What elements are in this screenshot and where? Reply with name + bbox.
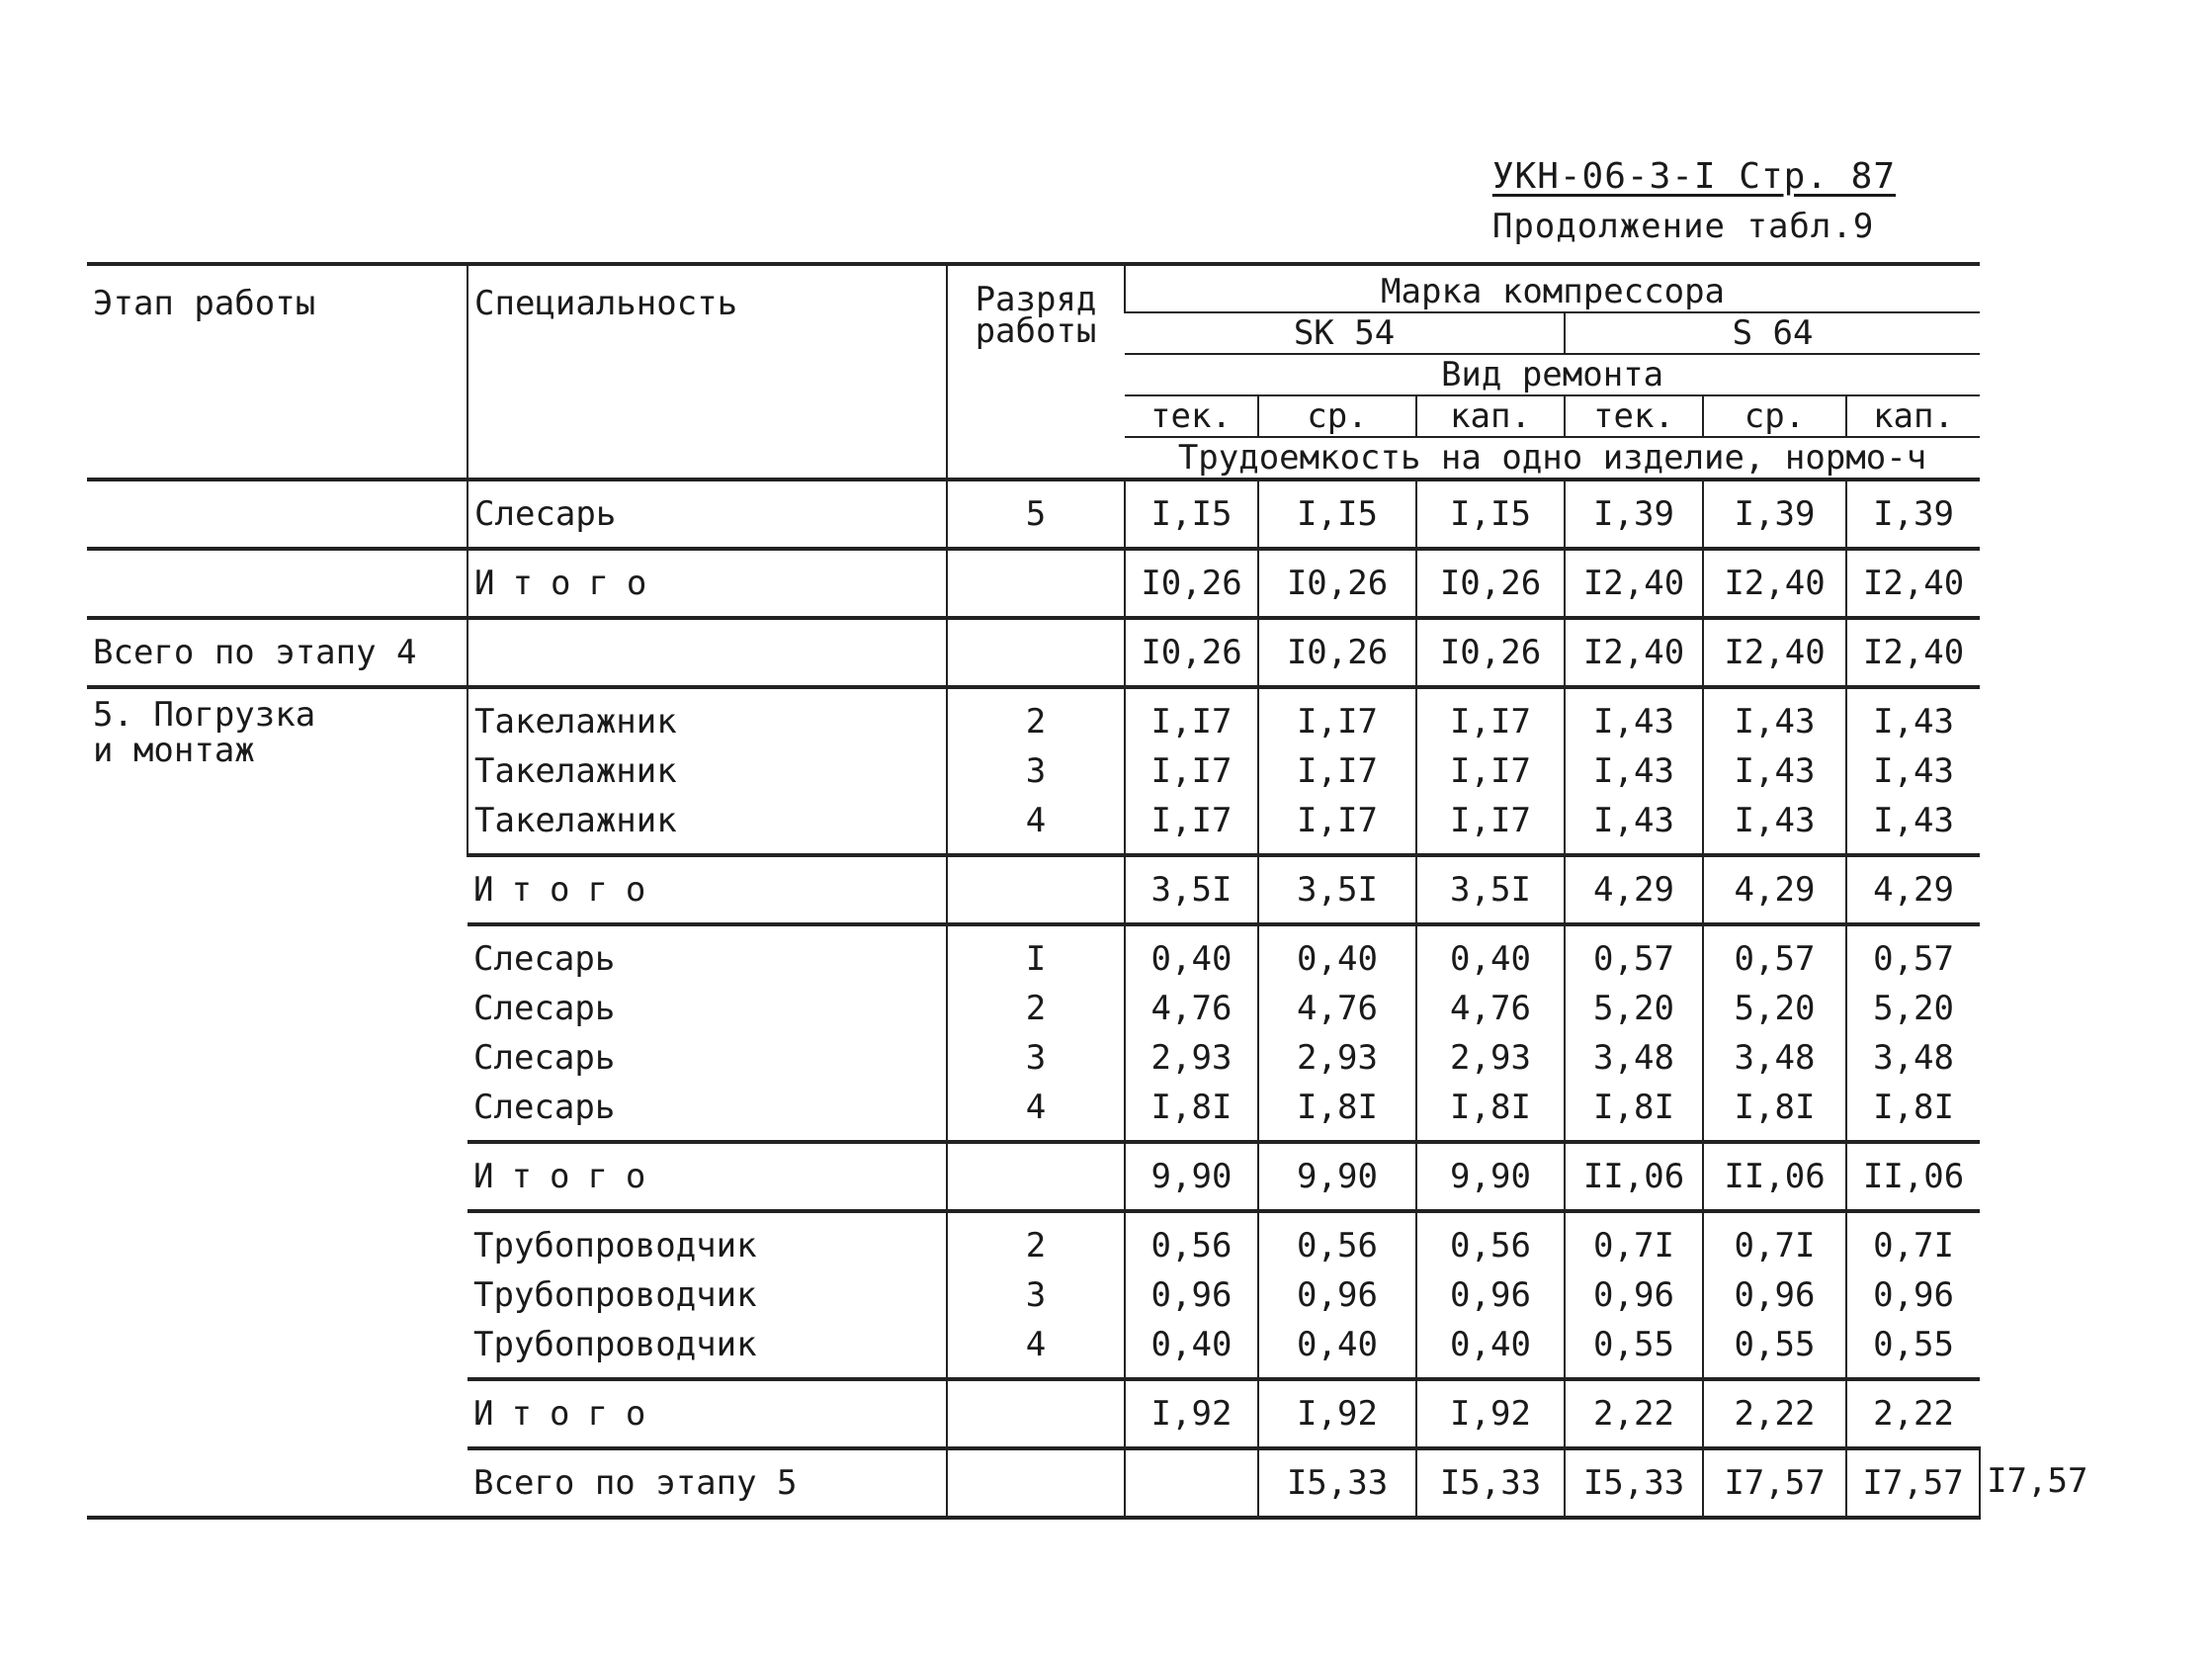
header-repair-type: Вид ремонта xyxy=(1125,354,1980,395)
grade-cell xyxy=(947,618,1125,687)
grade-cell xyxy=(947,1379,1125,1448)
specialty-group: Трубопроводчик Трубопроводчик Трубопроводчик xyxy=(468,1211,947,1379)
value-cell: I0,26 xyxy=(1416,618,1565,687)
value-cell: I7,57 xyxy=(1846,1448,1980,1518)
grade-group: 2 3 4 xyxy=(947,687,1125,855)
header-col-tek-2: тек. xyxy=(1565,395,1703,437)
value-cell: 9,90 xyxy=(1416,1142,1565,1211)
specialty-group: Слесарь Слесарь Слесарь Слесарь xyxy=(468,924,947,1142)
value-cell: I2,40 xyxy=(1846,549,1980,618)
header-stage: Этап работы xyxy=(93,284,316,323)
value-cell: 2,22 xyxy=(1565,1379,1703,1448)
value-cell: I5,33 xyxy=(1258,1448,1416,1518)
stage-total-label: Всего по этапу 5 xyxy=(468,1448,947,1518)
value-cell: I0,26 xyxy=(1125,618,1258,687)
value-cell: I5,33 xyxy=(1416,1448,1565,1518)
stage-cell: 5. Погрузка и монтаж xyxy=(87,687,468,1518)
header-brand-sk54: SK 54 xyxy=(1125,312,1565,354)
stage-total-label: Всего по этапу 4 xyxy=(87,618,468,687)
grade-cell: 5 xyxy=(947,480,1125,549)
value-cell: I2,40 xyxy=(1703,549,1846,618)
value-cell: I,39 xyxy=(1703,480,1846,549)
value-cell: 9,90 xyxy=(1125,1142,1258,1211)
value-cell: I7,57 xyxy=(1703,1448,1846,1518)
specialty-cell xyxy=(947,1448,1125,1518)
grade-group: I 2 3 4 xyxy=(947,924,1125,1142)
header-col-kap-2: кап. xyxy=(1846,395,1980,437)
header-brand-s64: S 64 xyxy=(1565,312,1980,354)
value-cell: I,I5 xyxy=(1258,480,1416,549)
grade-cell xyxy=(947,1142,1125,1211)
header-labor-units: Трудоемкость на одно изделие, нормо-ч xyxy=(1177,438,1927,478)
header-col-tek-1: тек. xyxy=(1125,395,1258,437)
header-col-sr-1: ср. xyxy=(1258,395,1416,437)
specialty-cell: Слесарь xyxy=(468,480,947,549)
total-label: Итого xyxy=(468,855,947,924)
total-label: Итого xyxy=(468,549,947,618)
specialty-group: Такелажник Такелажник Такелажник xyxy=(468,687,947,855)
value-cell: I,92 xyxy=(1416,1379,1565,1448)
value-group: I,43 I,43 I,43 xyxy=(1703,687,1846,855)
value-cell: I0,26 xyxy=(1125,549,1258,618)
value-cell: 3,5I xyxy=(1125,855,1258,924)
value-cell: I,I5 xyxy=(1416,480,1565,549)
value-group: 0,57 5,20 3,48 I,8I xyxy=(1846,924,1980,1142)
value-cell: 3,5I xyxy=(1416,855,1565,924)
value-cell: 2,22 xyxy=(1846,1379,1980,1448)
value-cell: I2,40 xyxy=(1846,618,1980,687)
value-cell: I,39 xyxy=(1565,480,1703,549)
value-group: 0,57 5,20 3,48 I,8I xyxy=(1703,924,1846,1142)
table-row-stage-total xyxy=(87,618,1980,687)
value-cell: I5,33 xyxy=(1565,1448,1703,1518)
header-specialty: Специальность xyxy=(468,264,947,480)
value-group: 0,40 4,76 2,93 I,8I xyxy=(1258,924,1416,1142)
value-cell: II,06 xyxy=(1565,1142,1703,1211)
table-row-group xyxy=(87,687,1980,855)
value-group: 0,7I 0,96 0,55 xyxy=(1846,1211,1980,1379)
specialty-cell xyxy=(468,618,947,687)
header-col-sr-2: ср. xyxy=(1703,395,1846,437)
value-cell: 9,90 xyxy=(1258,1142,1416,1211)
header-brand: Марка компрессора xyxy=(1125,264,1980,312)
value-group: 0,56 0,96 0,40 xyxy=(1125,1211,1258,1379)
value-group: 0,57 5,20 3,48 I,8I xyxy=(1565,924,1703,1142)
value-cell: I0,26 xyxy=(1258,618,1416,687)
grade-cell xyxy=(947,549,1125,618)
value-group: I,I7 I,I7 I,I7 xyxy=(1125,687,1258,855)
value-cell: I2,40 xyxy=(1565,618,1703,687)
value-group: I,I7 I,I7 I,I7 xyxy=(1416,687,1565,855)
value-cell: I,I5 xyxy=(1125,480,1258,549)
grade-cell xyxy=(947,855,1125,924)
value-cell: 2,22 xyxy=(1703,1379,1846,1448)
grade-cell xyxy=(1125,1448,1258,1518)
value-cell: II,06 xyxy=(1846,1142,1980,1211)
value-group: I,43 I,43 I,43 xyxy=(1846,687,1980,855)
value-group: 0,7I 0,96 0,55 xyxy=(1565,1211,1703,1379)
document-reference: УКН-06-3-I Стр. 87 xyxy=(1491,156,1896,197)
header-col-kap-1: кап. xyxy=(1416,395,1565,437)
value-cell: I2,40 xyxy=(1565,549,1703,618)
value-cell: I0,26 xyxy=(1416,549,1565,618)
stage-cell xyxy=(87,480,468,549)
value-group: 0,56 0,96 0,40 xyxy=(1258,1211,1416,1379)
stage-cell xyxy=(87,549,468,618)
grade-group: 2 3 4 xyxy=(947,1211,1125,1379)
value-cell: I2,40 xyxy=(1703,618,1846,687)
value-group: 0,40 4,76 2,93 I,8I xyxy=(1416,924,1565,1142)
value-group: 0,56 0,96 0,40 xyxy=(1416,1211,1565,1379)
value-group: I,43 I,43 I,43 xyxy=(1565,687,1703,855)
table-continuation-note: Продолжение табл.9 xyxy=(1491,207,1875,246)
value-cell: I,92 xyxy=(1258,1379,1416,1448)
header-grade: Разряд работы xyxy=(947,264,1125,480)
value-cell: I0,26 xyxy=(1258,549,1416,618)
value-cell: I,92 xyxy=(1125,1379,1258,1448)
page-header xyxy=(1492,156,1896,246)
value-cell: II,06 xyxy=(1703,1142,1846,1211)
value-group: 0,40 4,76 2,93 I,8I xyxy=(1125,924,1258,1142)
value-cell: 3,5I xyxy=(1258,855,1416,924)
value-group: I,I7 I,I7 I,I7 xyxy=(1258,687,1416,855)
labor-table xyxy=(87,262,2088,1520)
table-row xyxy=(87,480,1980,549)
value-cell: I,39 xyxy=(1846,480,1980,549)
value-cell: 4,29 xyxy=(1846,855,1980,924)
value-cell: 4,29 xyxy=(1703,855,1846,924)
total-label: Итого xyxy=(468,1142,947,1211)
value-group: 0,7I 0,96 0,55 xyxy=(1703,1211,1846,1379)
value-cell: 4,29 xyxy=(1565,855,1703,924)
table-row-stage-total: Всего по этапу 5 I5,33 I5,33 I5,33 I7,57 I7,57 I7,57 xyxy=(87,1448,1980,1518)
total-label: Итого xyxy=(468,1379,947,1448)
table-row-total xyxy=(87,549,1980,618)
